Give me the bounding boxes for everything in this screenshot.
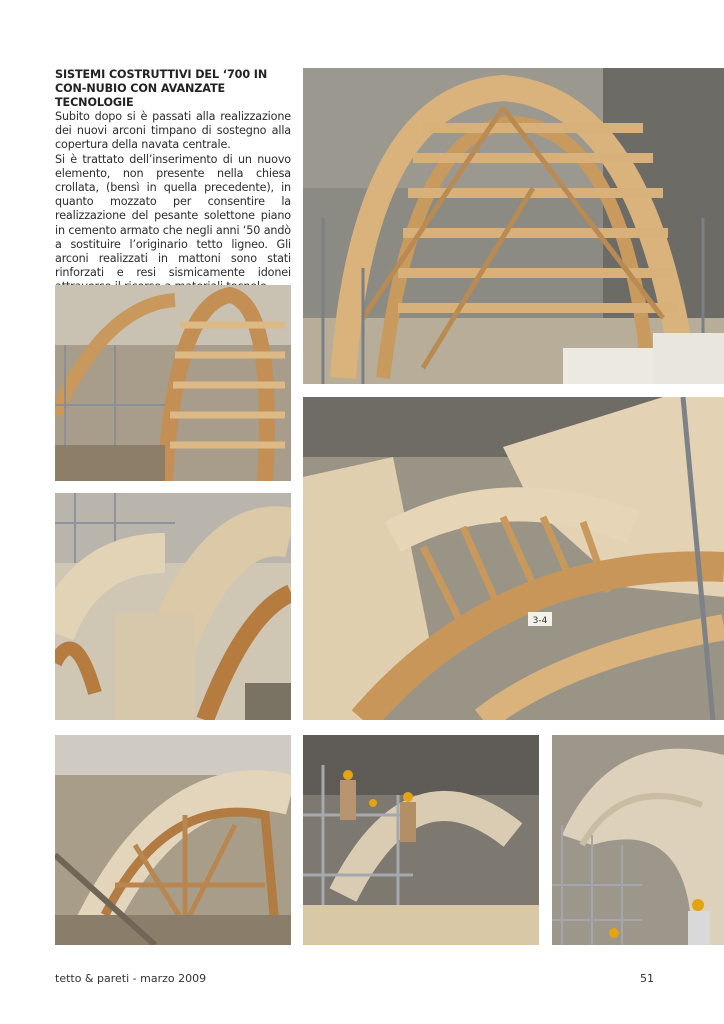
photo-wooden-centering-wheel	[55, 735, 291, 945]
footer-page-number: 51	[640, 972, 654, 985]
photo-stone-arch-springer	[55, 493, 291, 720]
article-heading: SISTEMI COSTRUTTIVI DEL ‘700 IN CON-NUBIO CON AVANZATE TECNOLOGIE	[55, 68, 268, 109]
photo-wooden-arch-scaffold	[55, 285, 291, 481]
photo-stone-arch-centering-closeup	[303, 397, 724, 720]
footer-publication: tetto & pareti - marzo 2009	[55, 972, 207, 985]
photo-wooden-centering-large	[303, 68, 724, 384]
photo-finished-vault	[552, 735, 724, 945]
article-paragraph-2: Si è trattato dell’inserimento di un nuovo elemento, non presente nella chiesa crollata, (bensì in quella precedente), in quanto mozzato per consentire la realizzazione del pesante solettone piano in cemento armato che negli anni ‘50 andò a sostituire l’originario tetto ligneo. Gli arconi realizzati in mattoni sono stati rinforzati e resi sismicamente idonei	[55, 152, 291, 280]
photo-4-tag-label: 3-4	[532, 616, 548, 626]
article-paragraph-1: Subito dopo si è passati alla realizzazione dei nuovi arconi timpano di sostegno alla copertura della navata centrale.	[55, 110, 291, 152]
article-column	[55, 68, 291, 295]
photo-workers-on-arch	[303, 735, 539, 945]
